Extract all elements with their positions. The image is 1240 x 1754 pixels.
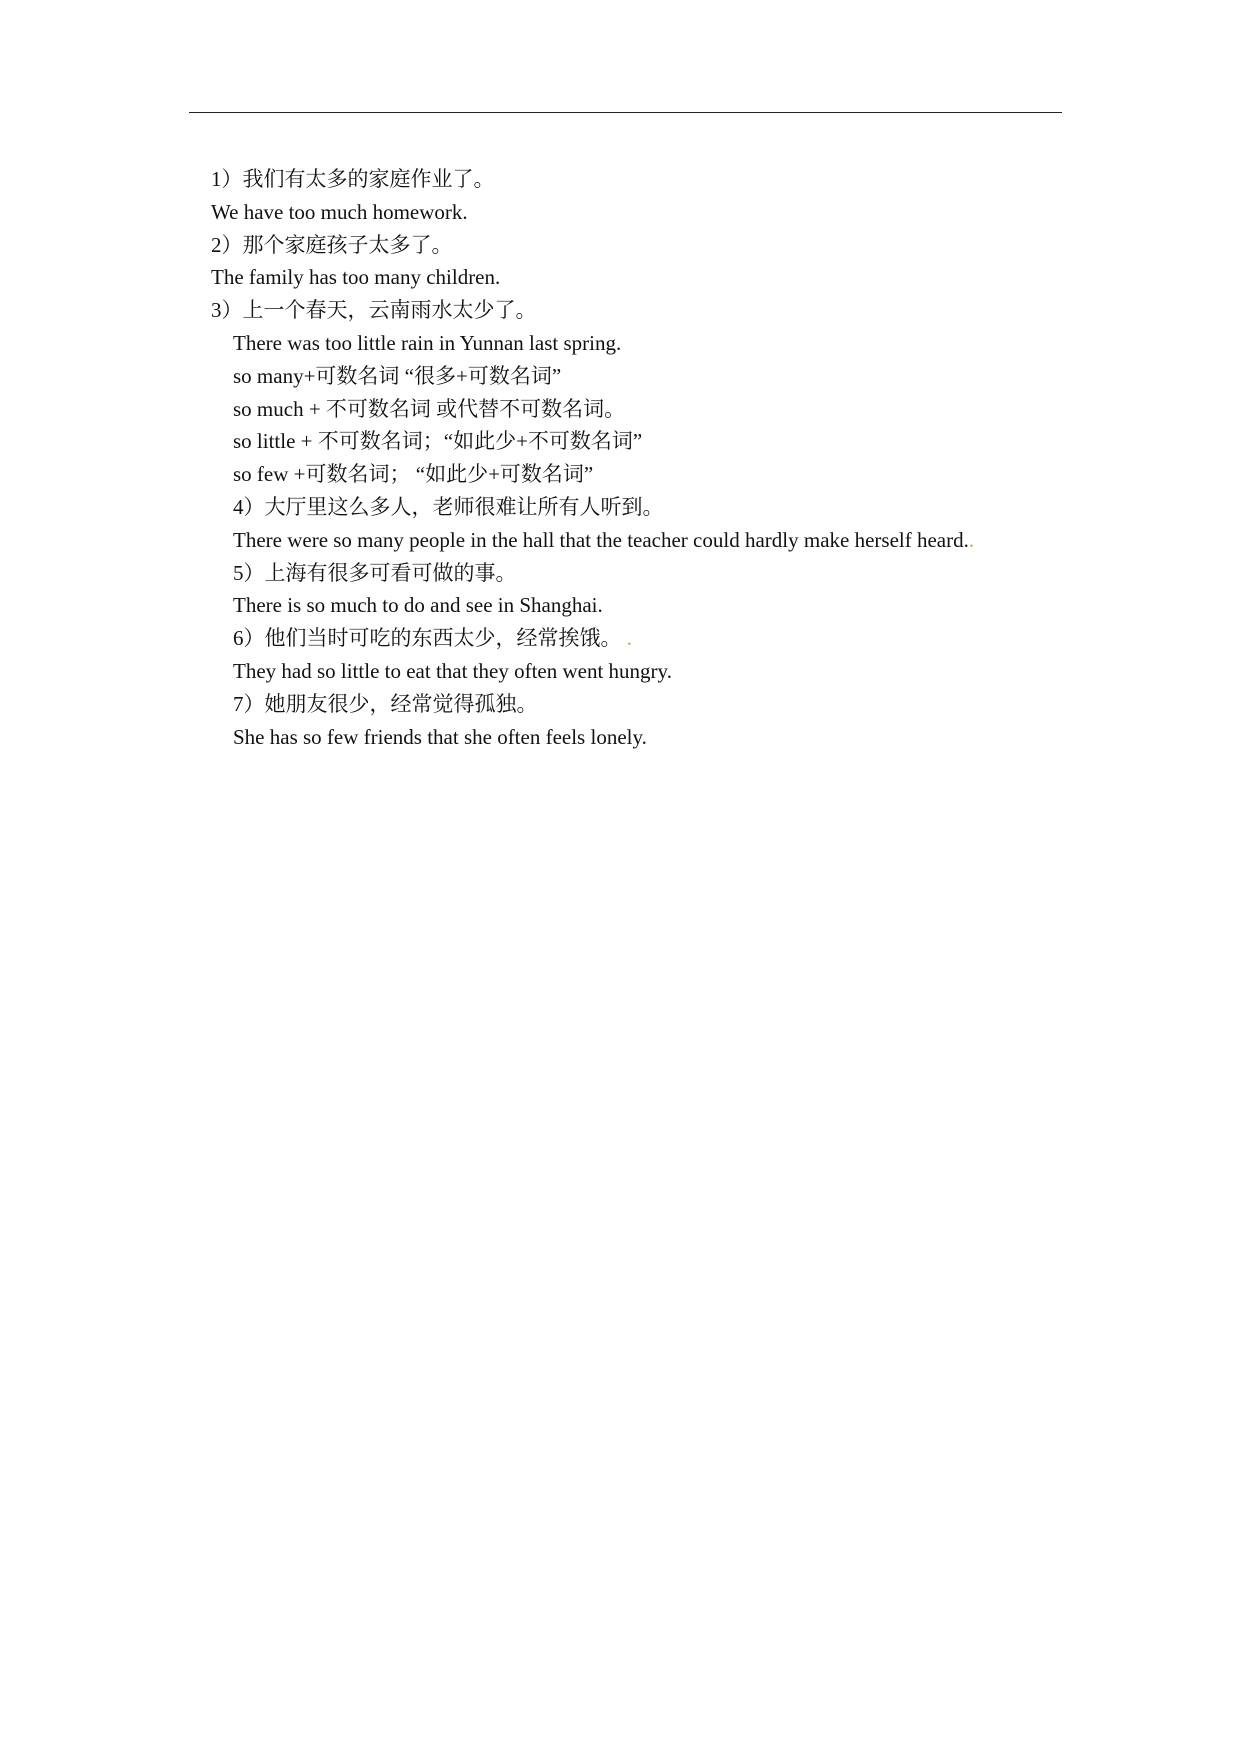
line-text: 6）他们当时可吃的东西太少，经常挨饿。 [233, 626, 622, 651]
line-text: She has so few friends that she often feels lonely. [233, 724, 647, 749]
line-text: so little + 不可数名词；“如此少+不可数名词” [233, 429, 643, 454]
line-text: so much + 不可数名词 或代替不可数名词。 [233, 396, 626, 421]
text-line [211, 589, 1091, 622]
line-text: 3）上一个春天，云南雨水太少了。 [211, 298, 537, 323]
line-text: There was too little rain in Yunnan last spring. [233, 330, 622, 355]
text-line [211, 622, 1091, 655]
text-line [211, 393, 1091, 426]
edit-mark: . [621, 626, 632, 651]
text-line [211, 163, 1091, 196]
text-line [211, 557, 1091, 590]
text-line [211, 491, 1091, 524]
text-line [211, 261, 1091, 294]
line-text: They had so little to eat that they often went hungry. [233, 658, 672, 683]
text-line [211, 360, 1091, 393]
document-body [211, 163, 1091, 753]
text-line [211, 327, 1091, 360]
line-text: There is so much to do and see in Shanghai. [233, 593, 603, 618]
line-text: 1）我们有太多的家庭作业了。 [211, 167, 495, 191]
line-text: The family has too many children. [211, 265, 501, 290]
text-line [211, 425, 1091, 458]
header-rule [189, 112, 1062, 113]
line-text: 2）那个家庭孩子太多了。 [211, 232, 453, 257]
text-line [211, 196, 1091, 229]
text-line [211, 524, 1091, 557]
line-text: so many+可数名词 “很多+可数名词” [233, 363, 562, 388]
line-text: We have too much homework. [211, 199, 468, 224]
text-line [211, 229, 1091, 262]
text-line [211, 688, 1091, 721]
line-text: 4）大厅里这么多人，老师很难让所有人听到。 [233, 494, 664, 519]
text-line [211, 294, 1091, 327]
line-text: 5）上海有很多可看可做的事。 [233, 560, 517, 585]
line-text: 7）她朋友很少，经常觉得孤独。 [233, 691, 538, 716]
line-text: so few +可数名词； “如此少+可数名词” [233, 462, 594, 487]
text-line [211, 458, 1091, 491]
line-text: There were so many people in the hall that the teacher could hardly make herself heard. [233, 527, 969, 552]
edit-mark: . [968, 527, 975, 552]
text-line [211, 655, 1091, 688]
text-line [211, 721, 1091, 754]
